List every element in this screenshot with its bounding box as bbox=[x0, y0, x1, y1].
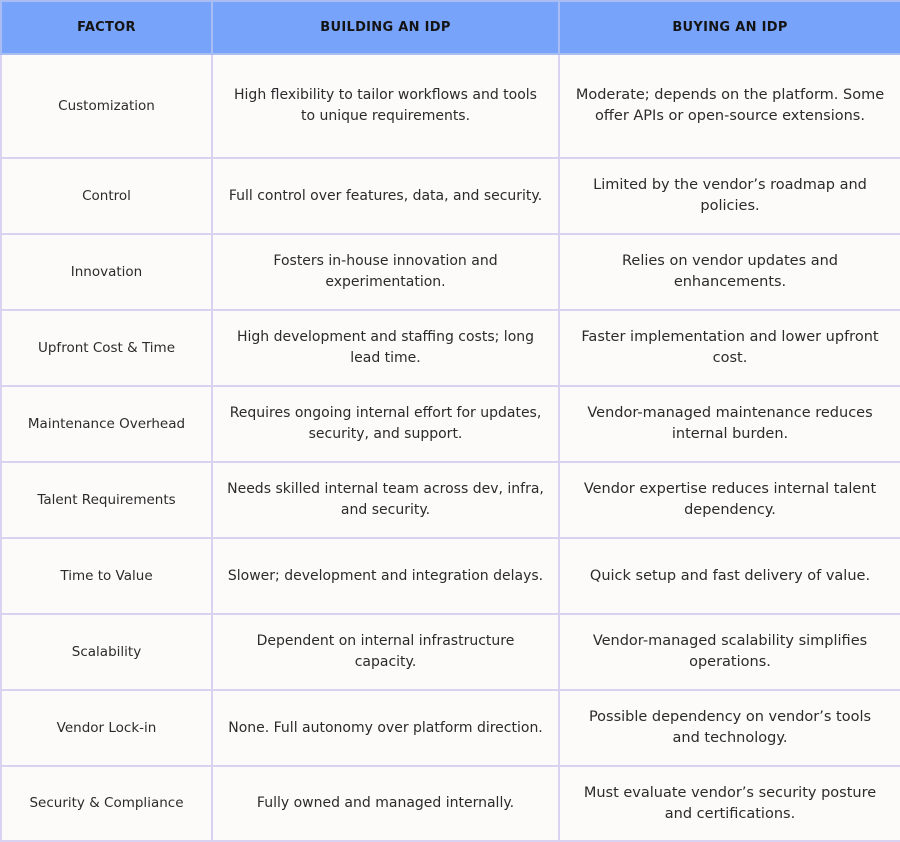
table-row bbox=[1, 310, 900, 386]
buying-cell: Must evaluate vendor’s security posture and certifications. bbox=[559, 766, 900, 841]
table-row bbox=[1, 386, 900, 462]
buying-cell: Vendor-managed scalability simplifies operations. bbox=[559, 614, 900, 690]
building-cell: Fosters in-house innovation and experimentation. bbox=[212, 234, 559, 310]
header-row bbox=[1, 1, 900, 54]
factor-cell: Customization bbox=[1, 54, 212, 158]
factor-cell: Security & Compliance bbox=[1, 766, 212, 841]
factor-cell: Scalability bbox=[1, 614, 212, 690]
table-row bbox=[1, 538, 900, 614]
factor-cell: Maintenance Overhead bbox=[1, 386, 212, 462]
building-cell: Fully owned and managed internally. bbox=[212, 766, 559, 841]
buying-cell: Relies on vendor updates and enhancements. bbox=[559, 234, 900, 310]
table-body bbox=[1, 54, 900, 841]
buying-cell: Moderate; depends on the platform. Some offer APIs or open-source extensions. bbox=[559, 54, 900, 158]
table-row bbox=[1, 234, 900, 310]
building-cell: Needs skilled internal team across dev, infra, and security. bbox=[212, 462, 559, 538]
building-cell: Slower; development and integration delays. bbox=[212, 538, 559, 614]
building-cell: None. Full autonomy over platform direction. bbox=[212, 690, 559, 766]
column-header-factor: FACTOR bbox=[1, 1, 212, 54]
column-header-buying: BUYING AN IDP bbox=[559, 1, 900, 54]
building-cell: Dependent on internal infrastructure capacity. bbox=[212, 614, 559, 690]
buying-cell: Faster implementation and lower upfront cost. bbox=[559, 310, 900, 386]
table-row bbox=[1, 690, 900, 766]
column-header-building: BUILDING AN IDP bbox=[212, 1, 559, 54]
building-cell: High flexibility to tailor workflows and tools to unique requirements. bbox=[212, 54, 559, 158]
building-cell: Full control over features, data, and security. bbox=[212, 158, 559, 234]
buying-cell: Vendor expertise reduces internal talent dependency. bbox=[559, 462, 900, 538]
buying-cell: Limited by the vendor’s roadmap and policies. bbox=[559, 158, 900, 234]
buying-cell: Quick setup and fast delivery of value. bbox=[559, 538, 900, 614]
factor-cell: Upfront Cost & Time bbox=[1, 310, 212, 386]
table-row bbox=[1, 766, 900, 841]
buying-cell: Vendor-managed maintenance reduces internal burden. bbox=[559, 386, 900, 462]
table-header bbox=[1, 1, 900, 54]
buying-cell: Possible dependency on vendor’s tools and technology. bbox=[559, 690, 900, 766]
building-cell: Requires ongoing internal effort for updates, security, and support. bbox=[212, 386, 559, 462]
factor-cell: Control bbox=[1, 158, 212, 234]
table-row bbox=[1, 614, 900, 690]
table-row bbox=[1, 54, 900, 158]
table-row bbox=[1, 462, 900, 538]
factor-cell: Vendor Lock-in bbox=[1, 690, 212, 766]
factor-cell: Time to Value bbox=[1, 538, 212, 614]
factor-cell: Talent Requirements bbox=[1, 462, 212, 538]
factor-cell: Innovation bbox=[1, 234, 212, 310]
table-row bbox=[1, 158, 900, 234]
building-cell: High development and staffing costs; long lead time. bbox=[212, 310, 559, 386]
